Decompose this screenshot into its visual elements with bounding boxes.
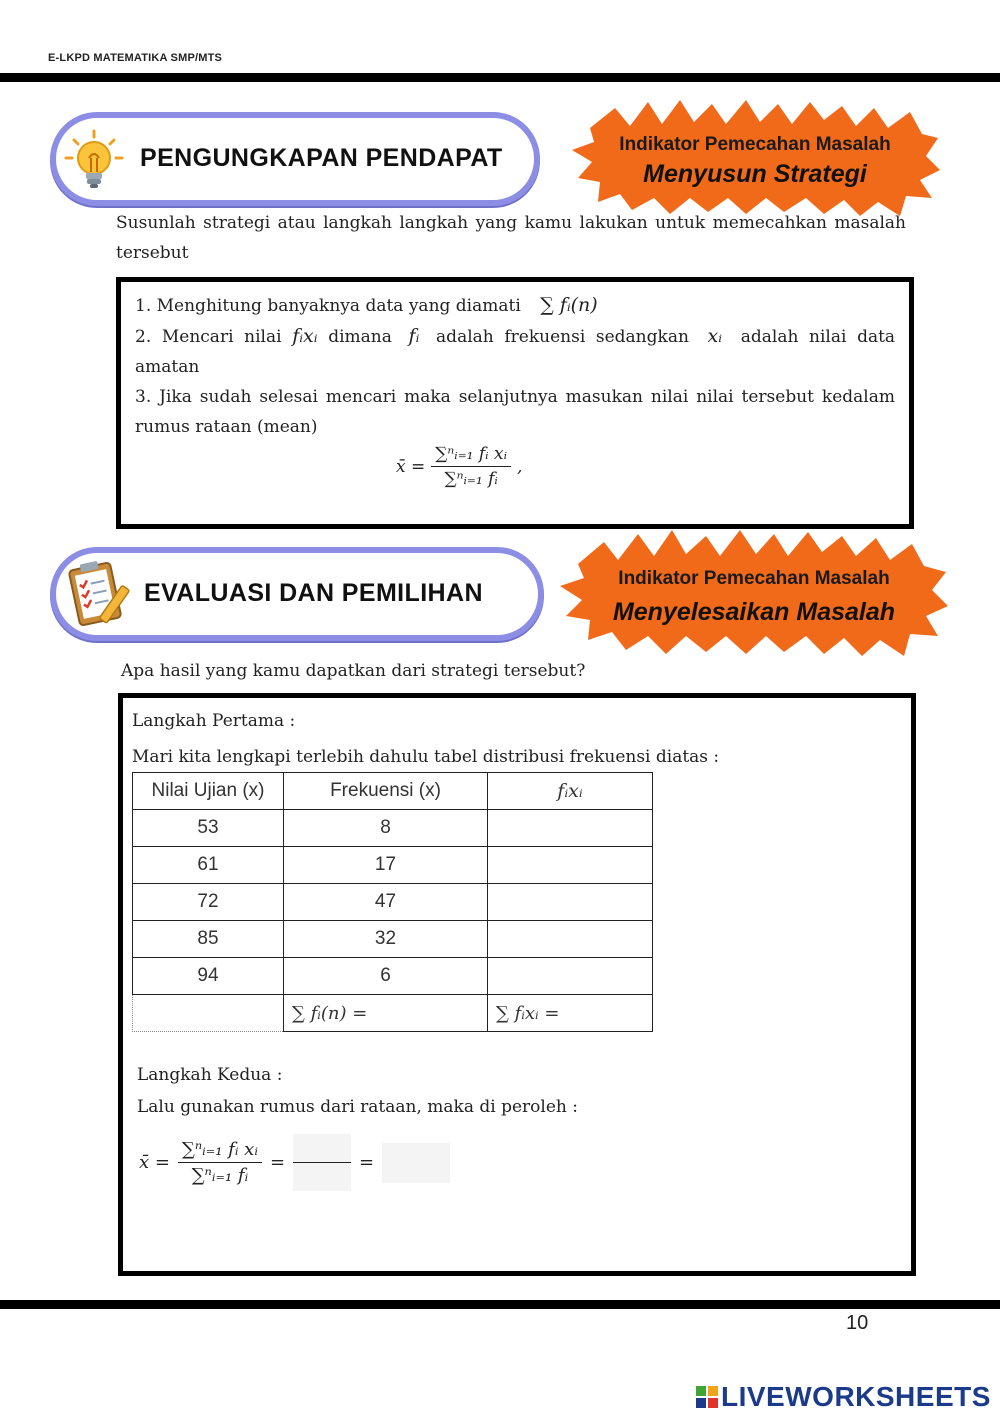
step-3-text: Jika sudah selesai mencari maka selanjutnya masukan nilai nilai tersebut kedalam rumus rataan (mean) — [135, 387, 895, 437]
cell-x: 53 — [133, 810, 284, 847]
cell-f: 47 — [284, 884, 488, 921]
step-1-text: Menghitung banyaknya data yang diamati — [156, 296, 521, 316]
step1-title: Langkah Pertama : — [132, 711, 296, 731]
logo-grid-icon — [696, 1386, 718, 1408]
answer-box — [118, 693, 916, 1276]
cell-f: 17 — [284, 847, 488, 884]
cell-fx-input[interactable] — [488, 921, 653, 958]
section1-instruction: Susunlah strategi atau langkah langkah yang kamu lakukan untuk memecahkan masalah tersebut — [116, 213, 906, 263]
indicator-1-label: Indikator Pemecahan Masalah — [619, 134, 891, 155]
step-2-math-b: fᵢ — [408, 325, 420, 347]
cell-fx-input[interactable] — [488, 884, 653, 921]
indicator-1-value: Menyusun Strategi — [643, 160, 867, 188]
formula-2-numerator: ∑ⁿᵢ₌₁ fᵢ xᵢ — [178, 1139, 262, 1163]
sum-empty-cell — [133, 995, 284, 1032]
formula-2-denominator: ∑ⁿᵢ₌₁ fᵢ — [191, 1165, 249, 1186]
cell-x: 61 — [133, 847, 284, 884]
clipboard-icon — [66, 558, 134, 628]
step-2-text-b: dimana — [328, 327, 392, 347]
section1-title: PENGUNGKAPAN PENDAPAT — [140, 144, 503, 172]
indicator-2-value: Menyelesaikan Masalah — [612, 598, 896, 626]
formula-2-lhs: x̄ = — [139, 1152, 170, 1173]
sum-f-cell[interactable]: ∑ fᵢ(n) = — [284, 995, 488, 1032]
formula-2-eq2: = — [359, 1152, 375, 1173]
step-2-math-c: xᵢ — [707, 325, 723, 347]
section2-question: Apa hasil yang kamu dapatkan dari strategi tersebut? — [121, 661, 586, 681]
cell-f: 32 — [284, 921, 488, 958]
answer-result-input[interactable] — [382, 1143, 450, 1183]
formula-1-fraction — [431, 444, 511, 489]
step-2-text-a: Mencari nilai — [161, 327, 282, 347]
table-header-row — [133, 773, 653, 810]
page-number: 10 — [846, 1312, 869, 1334]
formula-1-tail: , — [517, 456, 523, 477]
formula-2-eq1: = — [269, 1152, 286, 1173]
step-2-text-c: adalah frekuensi sedangkan — [436, 327, 689, 347]
answer-fraction[interactable] — [293, 1134, 351, 1191]
top-rule — [0, 73, 1000, 82]
frequency-table — [132, 772, 653, 1032]
step-3 — [135, 382, 895, 442]
formula-1-denominator: ∑ⁿᵢ₌₁ fᵢ — [444, 469, 498, 489]
header-frekuensi: Frekuensi (x) — [284, 773, 488, 810]
table-row — [133, 958, 653, 995]
answer-denominator-input[interactable] — [293, 1163, 351, 1191]
table-row — [133, 921, 653, 958]
table-row — [133, 810, 653, 847]
section2-title: EVALUASI DAN PEMILIHAN — [144, 579, 483, 607]
liveworksheets-logo — [696, 1381, 991, 1413]
step-1-num: 1. — [135, 296, 152, 316]
step1-text: Mari kita lengkapi terlebih dahulu tabel distribusi frekuensi diatas : — [132, 747, 720, 767]
step2-text: Lalu gunakan rumus dari rataan, maka di peroleh : — [137, 1097, 578, 1117]
cell-fx-input[interactable] — [488, 810, 653, 847]
logo-text: LIVEWORKSHEETS — [721, 1381, 991, 1412]
header-label: E-LKPD MATEMATIKA SMP/MTS — [48, 52, 223, 64]
formula-1-numerator: ∑ⁿᵢ₌₁ fᵢ xᵢ — [431, 444, 511, 467]
indicator-burst-2 — [560, 528, 948, 660]
step-2-num: 2. — [135, 327, 152, 347]
bottom-rule — [0, 1300, 1000, 1309]
header-fx: fᵢxᵢ — [488, 773, 653, 810]
step-2-text-d: adalah nilai data amatan — [135, 327, 896, 377]
mean-formula-1 — [396, 444, 522, 489]
sum-fx-cell[interactable]: ∑ fᵢxᵢ = — [488, 995, 653, 1032]
cell-f: 8 — [284, 810, 488, 847]
cell-fx-input[interactable] — [488, 958, 653, 995]
cell-fx-input[interactable] — [488, 847, 653, 884]
answer-numerator-input[interactable] — [293, 1134, 351, 1162]
formula-1-lhs: x̄ = — [396, 456, 426, 477]
strategy-box — [116, 277, 914, 529]
header-nilai: Nilai Ujian (x) — [133, 773, 284, 810]
step-1 — [135, 290, 895, 321]
indicator-burst-1 — [570, 98, 940, 218]
cell-x: 85 — [133, 921, 284, 958]
cell-x: 94 — [133, 958, 284, 995]
cell-f: 6 — [284, 958, 488, 995]
step-1-math: ∑ fᵢ(n) — [540, 294, 598, 316]
table-sum-row — [133, 995, 653, 1032]
step2-title: Langkah Kedua : — [137, 1065, 283, 1085]
table-row — [133, 884, 653, 921]
table-row — [133, 847, 653, 884]
step-2 — [135, 321, 895, 382]
indicator-2-label: Indikator Pemecahan Masalah — [618, 568, 890, 589]
lightbulb-icon — [62, 128, 126, 192]
mean-formula-2 — [139, 1134, 450, 1191]
step-3-num: 3. — [135, 387, 152, 407]
step-2-math-a: fᵢxᵢ — [292, 325, 318, 347]
formula-2-fraction — [178, 1139, 262, 1186]
cell-x: 72 — [133, 884, 284, 921]
